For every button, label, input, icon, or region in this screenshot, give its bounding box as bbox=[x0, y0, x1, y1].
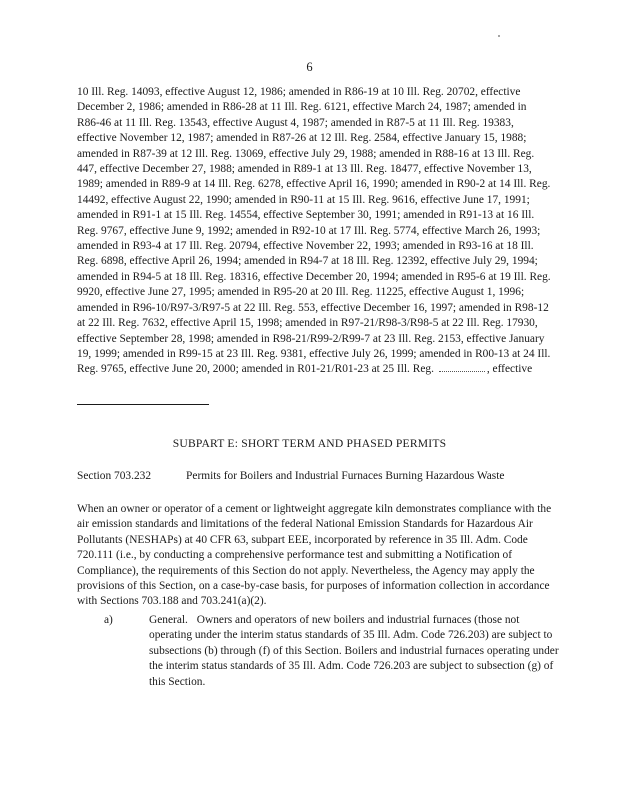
subsection-text: Owners and operators of new boilers and industrial furnaces (those not operating under the interim status standards of 35 Ill. Adm. Code 726.203) are subject to subsections (b) through (f) of this Section. Boilers and industrial furnaces operating under the interim status standards of 35 Ill. Adm. Code 726.203 are subject to subsection (g) of this Section. bbox=[149, 614, 559, 688]
section-heading bbox=[77, 470, 577, 482]
subpart-heading: SUBPART E: SHORT TERM AND PHASED PERMITS bbox=[172, 437, 447, 450]
page-number: 6 bbox=[306, 60, 313, 74]
subsection-body bbox=[149, 613, 564, 690]
subsection-label: a) bbox=[104, 614, 113, 626]
scan-speck bbox=[498, 35, 500, 37]
section-number: Section 703.232 bbox=[77, 470, 152, 482]
section-title: Permits for Boilers and Industrial Furnaces Burning Hazardous Waste bbox=[186, 470, 505, 482]
intro-paragraph: When an owner or operator of a cement or lightweight aggregate kiln demonstrates compliance with the air emission standards and limitations of the federal National Emission Standards for Hazardous Air Pollutants (NESHAPs) at 40 CFR 63, subpart EEE, incorporated by reference in 35 Ill. Adm. Code 720.111 (i.e., by conducting a comprehensive performance test and submitting a Notification of Compliance), the requirements of this Section do not apply. Nevertheless, the Agency may apply the provisions of this Section, on a case-by-case basis, for purposes of information collection in accordance with Sections 703.188 and 703.241(a)(2). bbox=[77, 503, 552, 608]
source-note-history: 10 Ill. Reg. 14093, effective August 12, 1986; amended in R86-19 at 10 Ill. Reg. 20702, effective December 2, 1986; amended in R86-28 at 11 Ill. Reg. 6121, effective March 24, 1987; amended in R86-46 at 11 Ill. Reg. 13543, effective August 4, 1987; amended in R87-5 at 11 Ill. Reg. 19383, effective November 12, 1987; amended in R87-26 at 12 Ill. Reg. 2584, effective January 15, 1988; amended in R87-39 at 12 Ill. Reg. 13069, effective July 29, 1988; amended in R88-16 at 13 Ill. Reg. 447, effective December 27, 1988; amended in R89-1 at 13 Ill. Reg. 18477, effective November 13, 1989; amended in R89-9 at 14 Ill. Reg. 6278, effective April 16, 1990; amended in R90-2 at 14 Ill. Reg. 14492, effective August 22, 1990; amended in R90-11 at 15 Ill. Reg. 9616, effective June 17, 1991; amended in R91-1 at 15 Ill. Reg. 14554, effective September 30, 1991; amended in R91-13 at 16 Ill. Reg. 9767, effective June 9, 1992; amended in R92-10 at 17 Ill. Reg. 5774, effective March 26, 1993; amended in R93-4 at 17 Ill. Reg. 20794, effective November 22, 1993; amended in R93-16 at 18 Ill. Reg. 6898, effective April 26, 1994; amended in R94-7 at 18 Ill. Reg. 12392, effective July 29, 1994; amended in R94-5 at 18 Ill. Reg. 18316, effective December 20, 1994; amended in R95-6 at 19 Ill. Reg. 9920, effective June 27, 1995; amended in R95-20 at 20 Ill. Reg. 11225, effective August 1, 1996; amended in R96-10/R97-3/R97-5 at 22 Ill. Reg. 553, effective December 16, 1997; amended in R98-12 at 22 Ill. Reg. 7632, effective April 15, 1998; amended in R97-21/R98-3/R98-5 at 22 Ill. Reg. 17930, effective September 28, 1998; amended in R98-21/R99-2/R99-7 at 23 Ill. Reg. 2153, effective January 19, 1999; amended in R99-15 at 23 Ill. Reg. 9381, effective July 26, 1999; amended in R00-13 at 24 Ill. Reg. 9765, effective June 20, 2000; amended in R01-21/R01-23 at 25 Ill. Reg. , effective bbox=[77, 86, 551, 376]
history-tail: effective bbox=[492, 363, 533, 376]
subsection-a bbox=[104, 613, 564, 690]
history-text: 10 Ill. Reg. 14093, effective August 12, 1986; amended in R86-19 at 10 Ill. Reg. 20702, effective December 2, 1986; amended in R86-28 at 11 Ill. Reg. 6121, effective March 24, 1987; amended in R86-46 at 11 Ill. Reg. 13543, effective August 4, 1987; amended in R87-5 at 11 Ill. Reg. 19383, effective November 12, 1987; amended in R87-26 at 12 Ill. Reg. 2584, effective January 15, 1988; amended in R87-39 at 12 Ill. Reg. 13069, effective July 29, 1988; amended in R88-16 at 13 Ill. Reg. 447, effective December 27, 1988; amended in R89-1 at 13 Ill. Reg. 18477, effective November 13, 1989; amended in R89-9 at 14 Ill. Reg. 6278, effective April 16, 1990; amended in R90-2 at 14 Ill. Reg. 14492, effective August 22, 1990; amended in R90-11 at 15 Ill. Reg. 9616, effective June 17, 1991; amended in R91-1 at 15 Ill. Reg. 14554, effective September 30, 1991; amended in R91-13 at 16 Ill. Reg. 9767, effective June 9, 1992; amended in R92-10 at 17 Ill. Reg. 5774, effective March 26, 1993; amended in R93-4 at 17 Ill. Reg. 20794, effective November 22, 1993; amended in R93-16 at 18 Ill. Reg. 6898, effective April 26, 1994; amended in R94-7 at 18 Ill. Reg. 12392, effective July 29, 1994; amended in R94-5 at 18 Ill. Reg. 18316, effective December 20, 1994; amended in R95-6 at 19 Ill. Reg. 9920, effective June 27, 1995; amended in R95-20 at 20 Ill. Reg. 11225, effective August 1, 1996; amended in R96-10/R97-3/R97-5 at 22 Ill. Reg. 553, effective December 16, 1997; amended in R98-12 at 22 Ill. Reg. 7632, effective April 15, 1998; amended in R97-21/R98-3/R98-5 at 22 Ill. Reg. 17930, effective September 28, 1998; amended in R98-21/R99-2/R99-7 at 23 Ill. Reg. 2153, effective January 19, 1999; amended in R99-15 at 23 Ill. Reg. 9381, effective July 26, 1999; amended in R00-13 at 24 Ill. Reg. 9765, effective June 20, 2000; amended in R01-21/R01-23 at 25 Ill. Reg. bbox=[77, 86, 551, 376]
blank-register-page bbox=[439, 362, 485, 372]
horizontal-rule bbox=[77, 404, 209, 405]
subsection-heading: General. bbox=[149, 614, 188, 626]
